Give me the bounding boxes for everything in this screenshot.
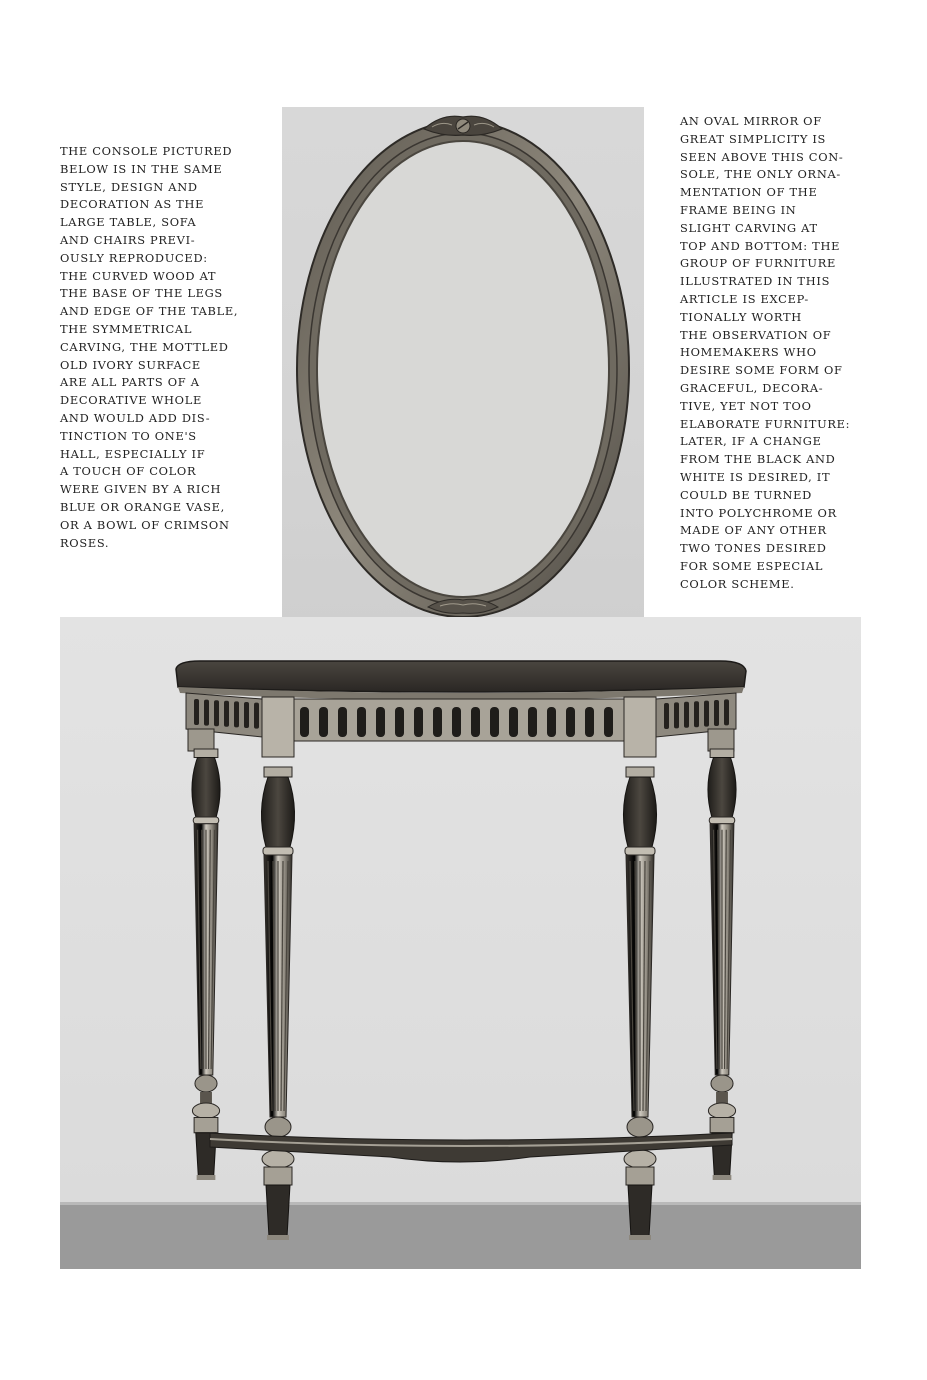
- mirror-top-carving: [424, 116, 502, 135]
- console-photograph: [60, 617, 861, 1269]
- mirror-glass: [317, 141, 609, 597]
- floor: [60, 1202, 861, 1269]
- caption-left: THE CONSOLE PICTURED BELOW IS IN THE SAME STYLE, DESIGN AND DECORATION AS THE LARGE TABLE, SOFA AND CHAIRS PREVI- OUSLY REPRODUCED: THE CURVED WOOD AT THE BASE OF THE LEGS AND EDGE OF THE TABLE, THE SYMMETRICAL CARVING, THE MOTTLED OLD IVORY SURFACE ARE ALL PARTS OF A DECORATIVE WHOLE AND WOULD ADD DIS- TINCTION TO ONE'S HALL, ESPECIALLY IF A TOUCH OF COLOR WERE GIVEN BY A RICH BLUE OR ORANGE VASE, OR A BOWL OF CRIMSON ROSES.: [60, 144, 239, 550]
- console-leg-2: [708, 749, 736, 1180]
- console-leg-1: [192, 749, 220, 1180]
- console-leg-4: [623, 767, 656, 1240]
- caption-right: AN OVAL MIRROR OF GREAT SIMPLICITY IS SEEN ABOVE THIS CON- SOLE, THE ONLY ORNA- MENTATION OF THE FRAME BEING IN SLIGHT CARVING AT TOP AND BOTTOM: THE GROUP OF FURNITURE ILLUSTRATED IN THIS ARTICLE IS EXCEP- TIONALLY WORTH THE OBSERVATION OF HOMEMAKERS WHO DESIRE SOME FORM OF GRACEFUL, DECORA- TIVE, YET NOT TOO ELABORATE FURNITURE: LATER, IF A CHANGE FROM THE BLACK AND WHITE IS DESIRED, IT COULD BE TURNED INTO POLYCHROME OR MADE OF ANY OTHER TWO TONES DESIRED FOR SOME ESPECIAL COLOR SCHEME.: [680, 114, 851, 591]
- console-leg-3: [261, 767, 294, 1240]
- oval-mirror-illustration: [282, 107, 644, 625]
- console-legs: [192, 749, 736, 1240]
- console-top: [176, 661, 746, 692]
- corner-block-left: [262, 697, 294, 757]
- mirror-photograph: [282, 107, 644, 625]
- corner-block-right: [624, 697, 656, 757]
- console-table-illustration: [60, 617, 861, 1269]
